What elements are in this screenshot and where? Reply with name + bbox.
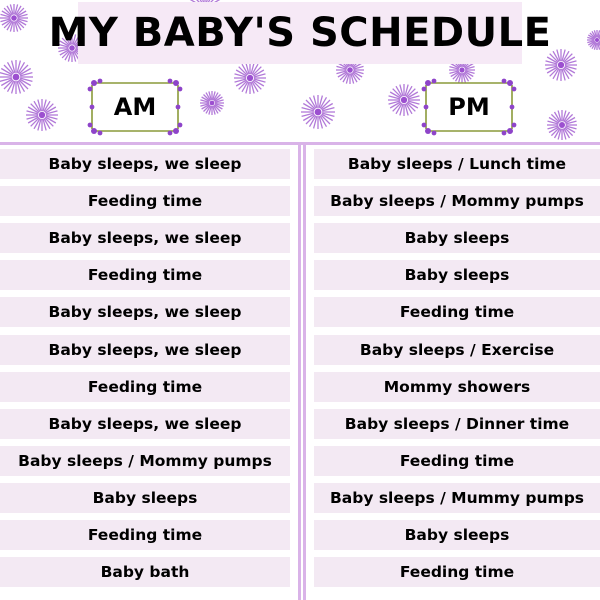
list-item: Baby sleeps [0,483,290,513]
purple-flower-icon [387,83,421,117]
column-divider [298,143,306,600]
list-item: Baby sleeps [314,520,600,550]
purple-flower-icon [586,29,600,51]
purple-flower-icon [233,61,267,95]
title-banner [48,2,552,64]
list-item: Baby sleeps / Exercise [314,335,600,365]
list-item: Baby sleeps [314,260,600,290]
purple-flower-icon [0,59,34,95]
list-item: Baby sleeps, we sleep [0,223,290,253]
purple-flower-icon [0,3,29,33]
pm-label: PM [448,93,490,121]
list-item: Baby sleeps, we sleep [0,297,290,327]
list-item: Baby sleeps / Lunch time [314,149,600,179]
page-title: MY BABY'S SCHEDULE [48,10,552,56]
list-item: Feeding time [314,446,600,476]
purple-flower-icon [25,98,59,132]
list-item: Feeding time [314,297,600,327]
purple-flower-icon [546,109,578,141]
list-item: Baby sleeps / Mummy pumps [314,483,600,513]
list-item: Baby sleeps / Mommy pumps [0,446,290,476]
list-item: Feeding time [0,520,290,550]
list-item: Baby sleeps / Mommy pumps [314,186,600,216]
list-item: Baby sleeps, we sleep [0,149,290,179]
list-item: Baby sleeps, we sleep [0,409,290,439]
list-item: Mommy showers [314,372,600,402]
pm-label-frame [420,77,518,137]
am-label-frame [86,77,184,137]
list-item: Feeding time [0,372,290,402]
purple-flower-icon [300,94,336,130]
list-item: Feeding time [0,186,290,216]
list-item: Feeding time [0,260,290,290]
list-item: Feeding time [314,557,600,587]
purple-flower-icon [199,90,225,116]
list-item: Baby sleeps / Dinner time [314,409,600,439]
list-item: Baby bath [0,557,290,587]
list-item: Baby sleeps [314,223,600,253]
list-item: Baby sleeps, we sleep [0,335,290,365]
am-label: AM [113,93,157,121]
